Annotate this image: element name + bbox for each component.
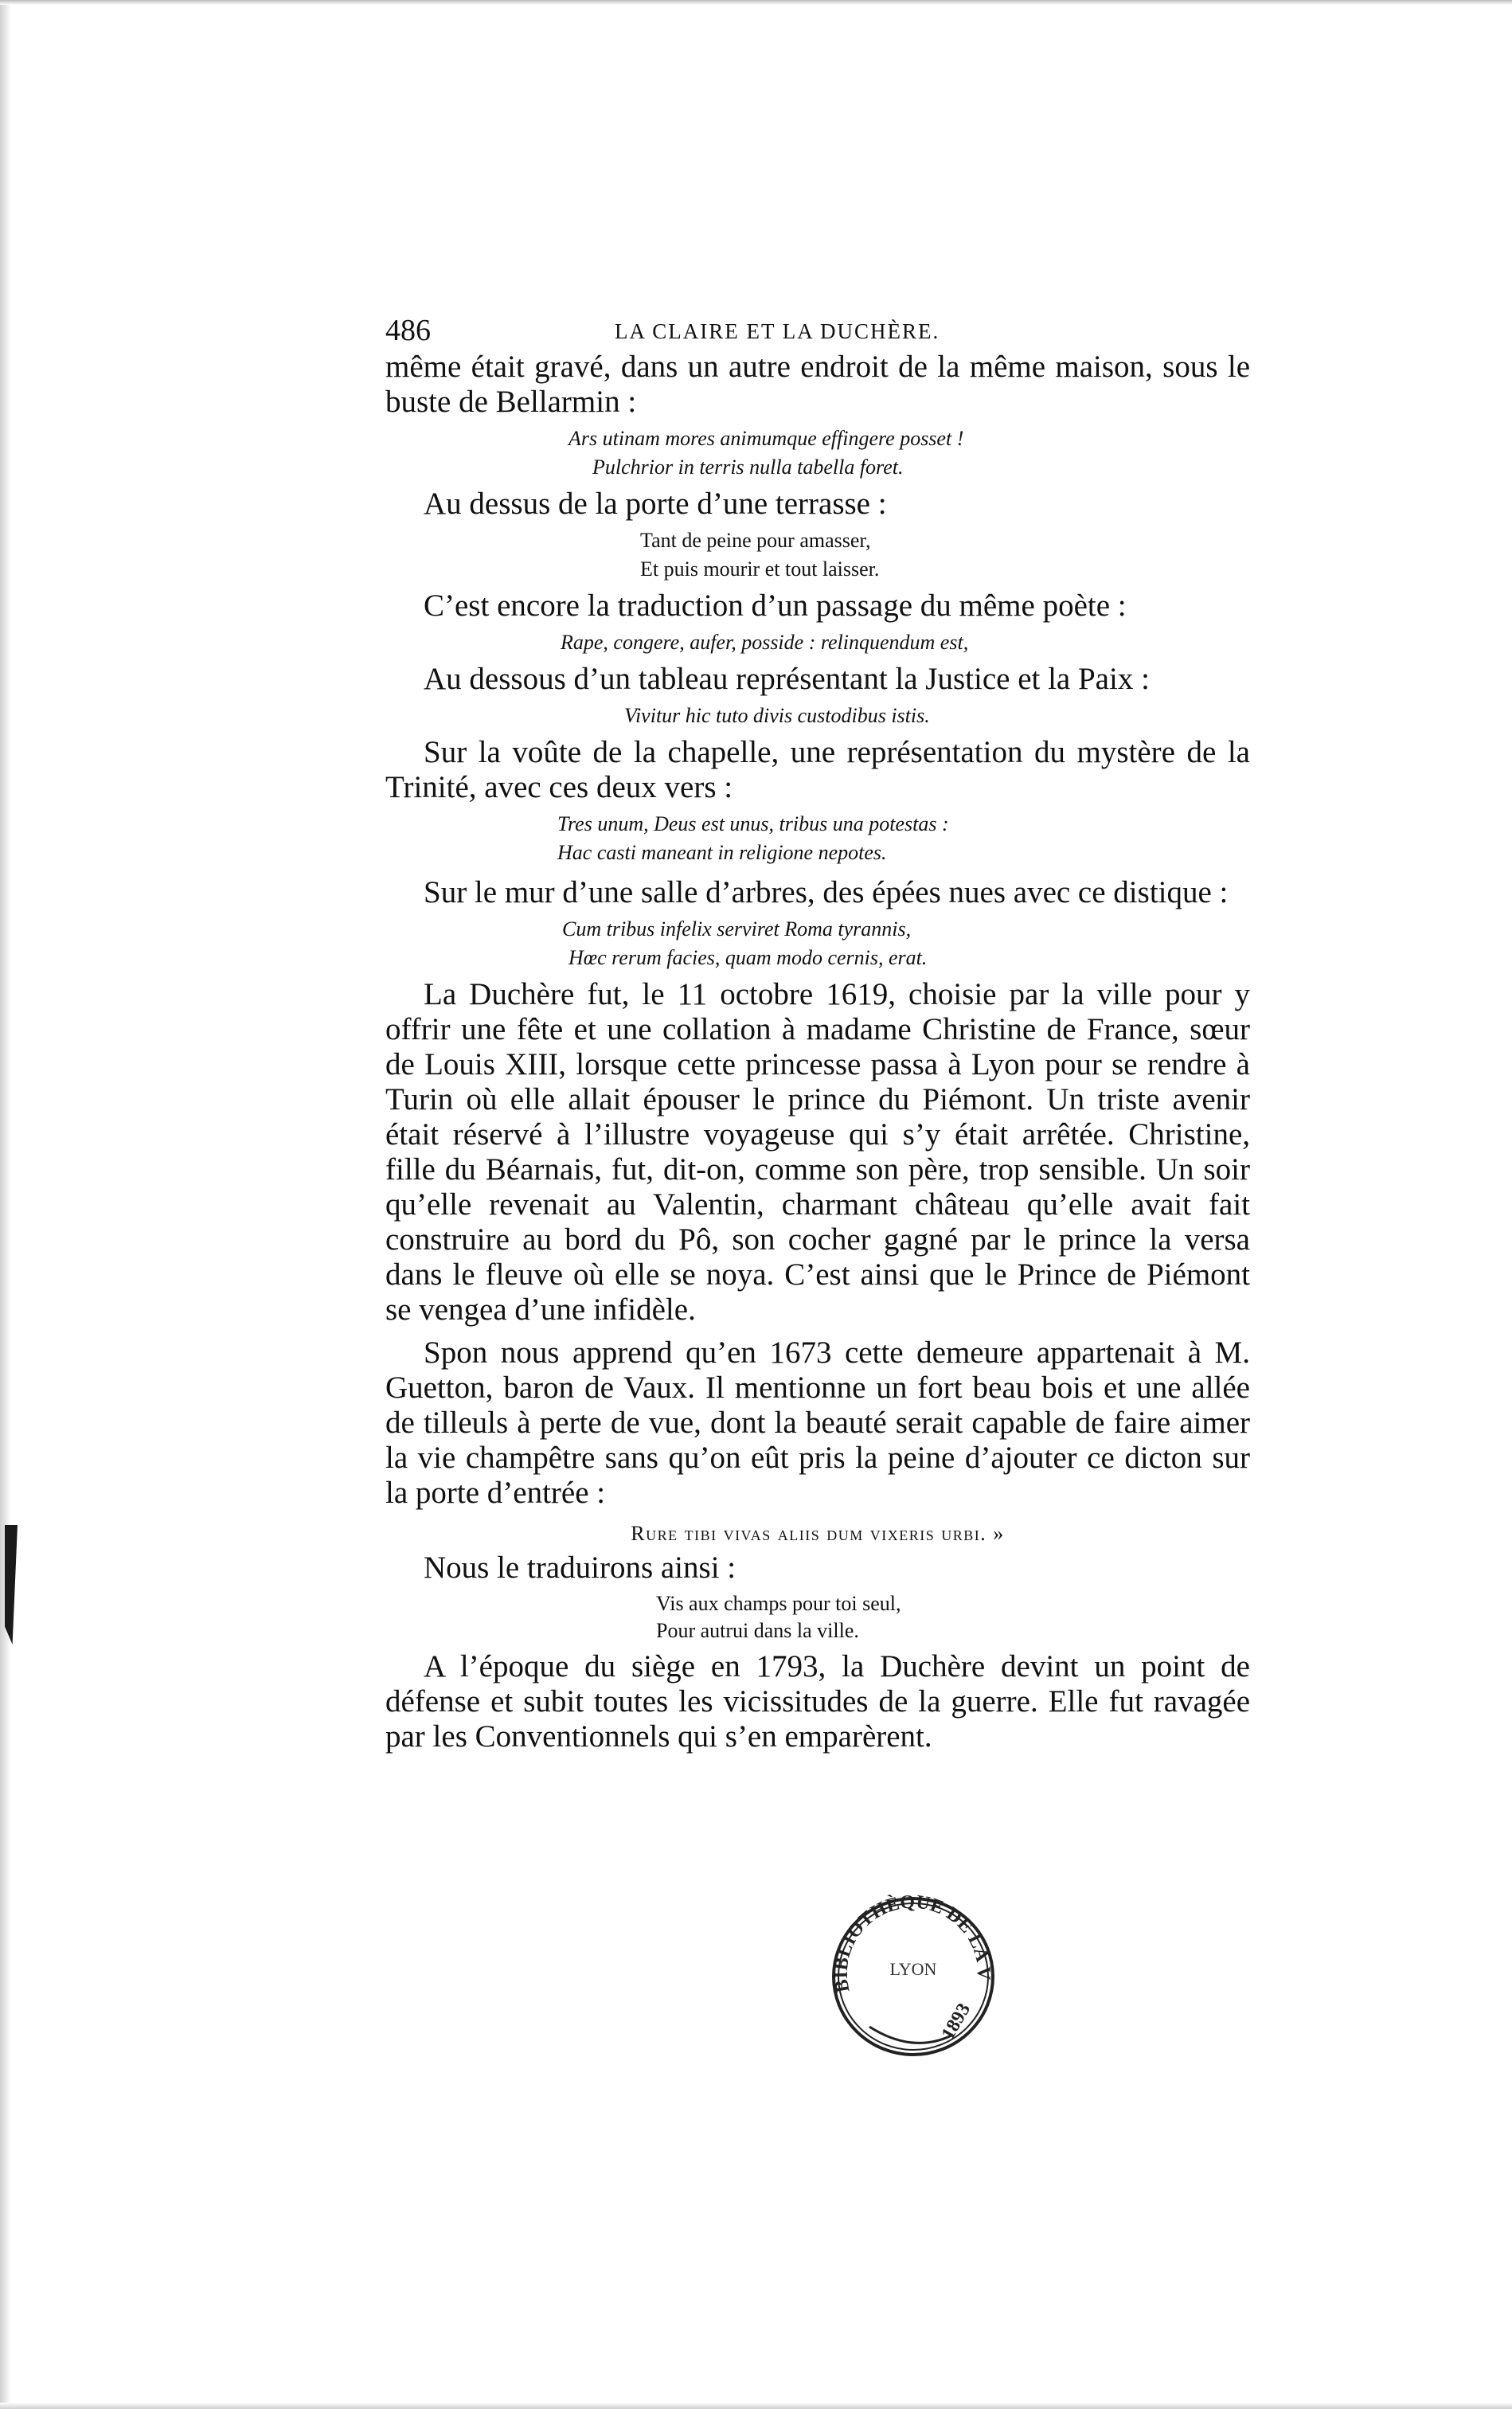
paragraph-2: Au dessus de la porte d’une terrasse : xyxy=(424,487,887,521)
page-number: 486 xyxy=(385,314,431,347)
page-edge-shadow xyxy=(0,0,11,2409)
page-header xyxy=(385,313,1250,350)
paragraph-5: Sur la voûte de la chapelle, une représentation du mystère de la Trinité, avec ces deux vers : xyxy=(385,735,1250,804)
paragraph-3: C’est encore la traduction d’un passage du même poète : xyxy=(424,589,1127,623)
stamp-year: 1893 xyxy=(937,2000,975,2043)
verse-line: Vivitur hic tuto divis custodibus istis. xyxy=(624,704,930,727)
latin-motto: Rure tibi vivas aliis dum vixeris urbi. » xyxy=(631,1522,1005,1545)
verse-line: Tres unum, Deus est unus, tribus una potestas : xyxy=(557,812,949,835)
verse-line: Et puis mourir et tout laisser. xyxy=(640,557,880,581)
stamp-city: LYON xyxy=(889,1959,937,1979)
verse-line: Pour autrui dans la ville. xyxy=(656,1619,859,1642)
verse-traduction xyxy=(656,1590,1250,1644)
stamp-arc-text: BIBLIOTHÈQUE DE LA V xyxy=(830,1891,994,1994)
verse-bellarmin xyxy=(568,424,1250,482)
paragraph-10: A l’époque du siège en 1793, la Duchère devint un point de défense et subit toutes les vicissitudes de la guerre. Elle fut ravagée par les Conventionnels qui s’en emparèrent. xyxy=(385,1649,1250,1754)
verse-line: Ars utinam mores animumque effingere posset ! xyxy=(568,427,964,450)
binding-shadow xyxy=(5,1525,18,1644)
running-title: LA CLAIRE ET LA DUCHÈRE. xyxy=(615,319,940,343)
verse-distique xyxy=(562,915,1250,972)
library-stamp xyxy=(822,1887,1005,2067)
paragraph-1: même était gravé, dans un autre endroit de la même maison, sous le buste de Bellarmin : xyxy=(385,350,1250,419)
library-stamp-seal xyxy=(822,1887,1005,2067)
verse-line: Tant de peine pour amasser, xyxy=(640,529,871,552)
verse-line: Hac casti maneant in religione nepotes. xyxy=(557,841,887,864)
verse-trinite xyxy=(557,810,1250,867)
paragraph-7: La Duchère fut, le 11 octobre 1619, choisie par la ville pour y offrir une fête et une collation à madame Christine de France, sœur de Louis XIII, lorsque cette princesse passa à Lyon pour se rendre à Turin où elle allait épouser le prince du Piémont. Un triste avenir était réservé à l’illustre voyageuse qui s’y était arrêtée. Christine, fille du Béarnais, fut, dit-on, comme son père, trop sensible. Un soir qu’elle revenait au Valentin, charmant château qu’elle avait fait construire au bord du Pô, son cocher gagné par le prince la versa dans le fleuve où elle se noya. C’est ainsi que le Prince de Piémont se vengea d’une infidèle. xyxy=(385,977,1250,1327)
verse-line: Pulchrior in terris nulla tabella foret. xyxy=(592,456,904,479)
verse-terrasse xyxy=(640,526,1250,584)
verse-vivitur xyxy=(624,702,1250,730)
verse-line: Hœc rerum facies, quam modo cernis, erat. xyxy=(568,946,928,969)
verse-line: Rape, congere, aufer, posside : relinquendum est, xyxy=(561,631,969,654)
book-page xyxy=(385,313,1250,1754)
verse-line: Vis aux champs pour toi seul, xyxy=(656,1592,901,1615)
verse-line: Cum tribus infelix serviret Roma tyrannis, xyxy=(562,917,912,941)
page-bottom-edge xyxy=(0,2403,1512,2409)
paragraph-6: Sur le mur d’une salle d’arbres, des épées nues avec ce distique : xyxy=(424,875,1229,909)
paragraph-8: Spon nous apprend qu’en 1673 cette demeure appartenait à M. Guetton, baron de Vaux. Il mentionne un fort beau bois et une allée de tilleuls à perte de vue, dont la beauté serait capable de faire aimer la vie champêtre sans qu’on eût pris la peine d’ajouter ce dicton sur la porte d’entrée : xyxy=(385,1336,1250,1510)
verse-rape xyxy=(561,628,1250,657)
page-top-edge xyxy=(0,0,1512,5)
paragraph-4: Au dessous d’un tableau représentant la Justice et la Paix : xyxy=(424,662,1150,696)
paragraph-9: Nous le traduirons ainsi : xyxy=(424,1551,736,1585)
